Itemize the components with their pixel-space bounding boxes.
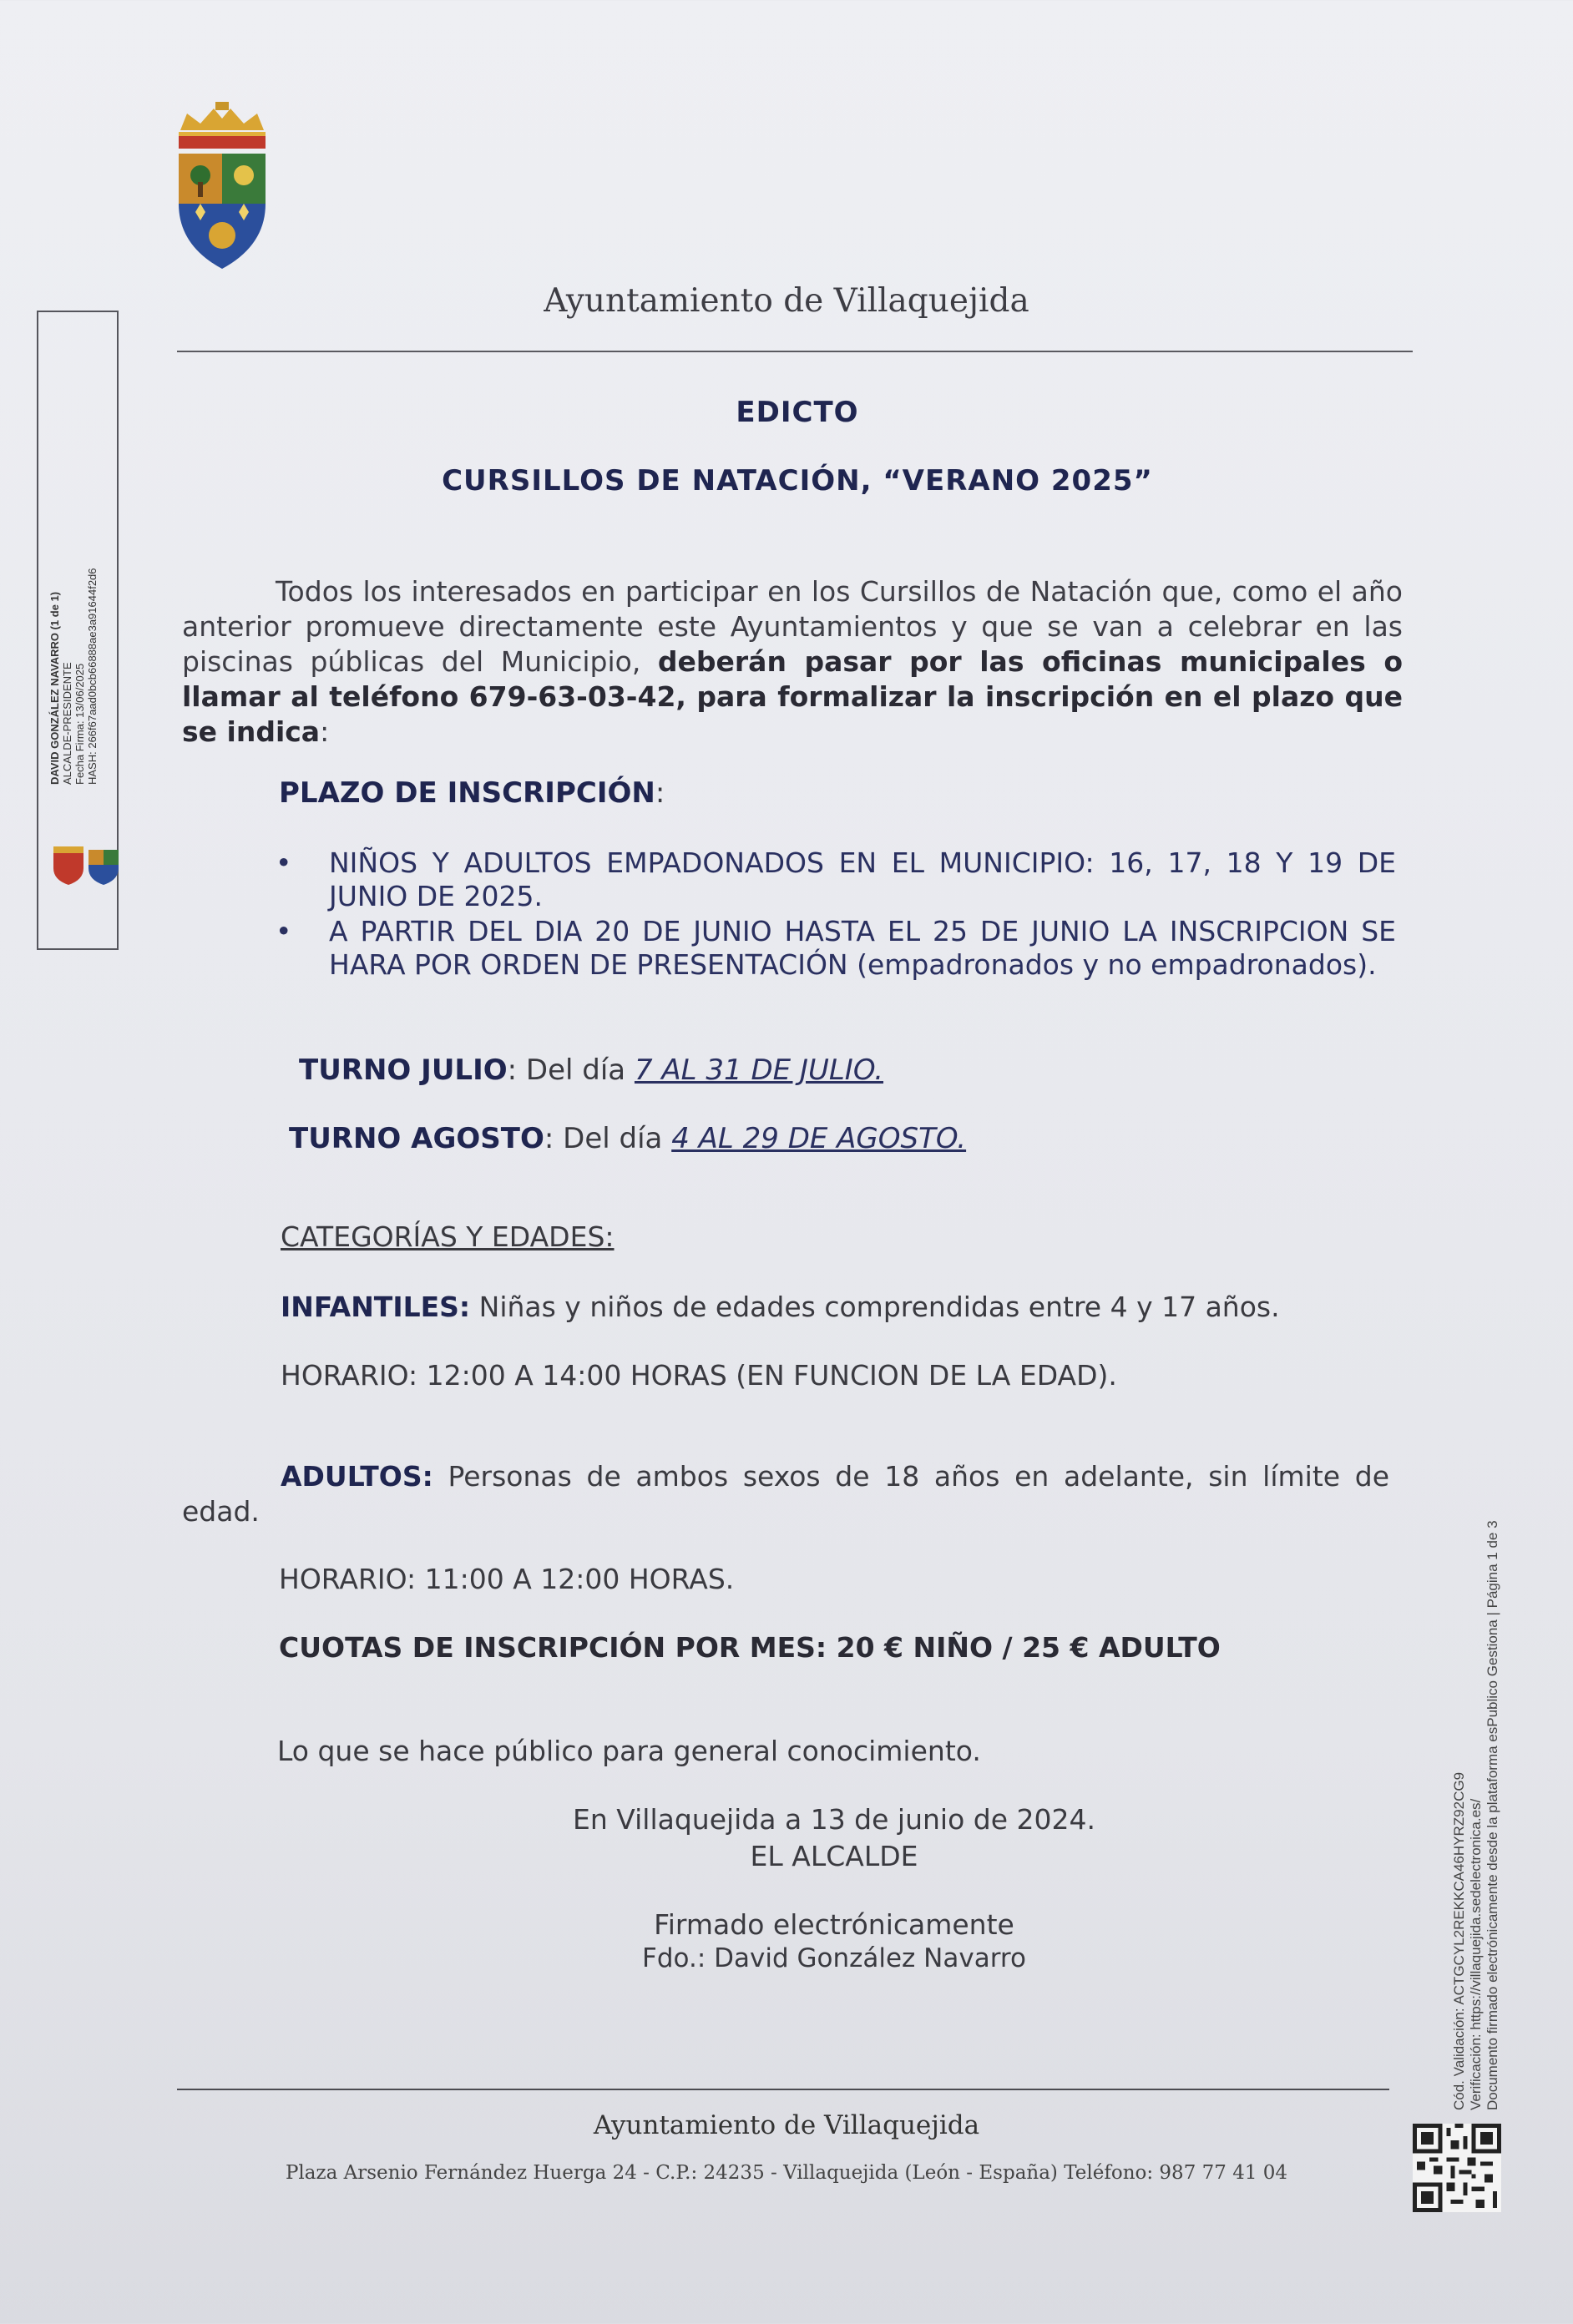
edict-subheading: CURSILLOS DE NATACIÓN, “VERANO 2025” xyxy=(442,464,1153,498)
place-date: En Villaquejida a 13 de junio de 2024. xyxy=(573,1803,1095,1836)
signer-name: Fdo.: David González Navarro xyxy=(642,1943,1026,1973)
signature-text xyxy=(48,501,99,785)
intro-end: : xyxy=(320,715,330,748)
adultos-line xyxy=(182,1459,1389,1529)
footer-address: Plaza Arsenio Fernández Huerga 24 - C.P.: 24235 - Villaquejida (León - España) Teléfono: 987 77 41 04 xyxy=(285,2162,1288,2184)
validation-code: Cód. Validación: ACTGCYL2REKKCA46HYRZ92CG9 xyxy=(1451,1771,1467,2110)
signature-role: ALCALDE-PRESIDENTE xyxy=(61,662,73,785)
footer-divider xyxy=(177,2089,1389,2090)
infantiles-label: INFANTILES: xyxy=(281,1291,471,1323)
plazo-list xyxy=(276,846,1396,983)
signature-signer: DAVID GONZÁLEZ NAVARRO (1 de 1) xyxy=(48,591,61,785)
plazo-heading xyxy=(279,776,665,810)
intro-bold: deberán pasar por las oficinas municipales o llamar al teléfono 679-63-03-42, para formalizar la inscripción en el plazo que se indica xyxy=(182,645,1403,748)
plazo-label: PLAZO DE INSCRIPCIÓN xyxy=(279,776,655,810)
mayor-title: EL ALCALDE xyxy=(750,1840,918,1872)
list-item: • A PARTIR DEL DIA 20 DE JUNIO HASTA EL 25 DE JUNIO LA INSCRIPCION SE HARA POR ORDEN DE PRESENTACIÓN (empadronados y no empadronados). xyxy=(276,915,1396,982)
infantiles-line xyxy=(281,1291,1280,1323)
adultos-label: ADULTOS: xyxy=(281,1460,433,1493)
infantiles-text: Niñas y niños de edades comprendidas entre 4 y 17 años. xyxy=(470,1291,1280,1323)
horario-infantiles: HORARIO: 12:00 A 14:00 HORAS (EN FUNCION DE LA EDAD). xyxy=(281,1359,1117,1392)
turno-agosto xyxy=(289,1122,966,1155)
header-institution: Ayuntamiento de Villaquejida xyxy=(544,282,1029,320)
validation-platform: Documento firmado electrónicamente desde la plataforma esPublico Gestiona | Página 1 de 3 xyxy=(1484,1520,1500,2110)
intro-normal: Todos los interesados en participar en los Cursillos de Natación que, como el año anterior promueve directamente este Ayuntamientos y que se van a celebrar en las piscinas públicas del Municipio, xyxy=(182,575,1403,678)
closing-line: Lo que se hace público para general conocimiento. xyxy=(277,1735,981,1767)
intro-paragraph xyxy=(182,574,1403,750)
turno-agosto-label: TURNO AGOSTO xyxy=(289,1122,544,1155)
list-item: • NIÑOS Y ADULTOS EMPADONADOS EN EL MUNICIPIO: 16, 17, 18 Y 19 DE JUNIO DE 2025. xyxy=(276,846,1396,913)
turno-julio xyxy=(299,1053,883,1087)
edict-heading: EDICTO xyxy=(736,396,859,429)
validation-text xyxy=(1451,1442,1501,2110)
header-divider xyxy=(177,351,1413,352)
coat-of-arms-icon xyxy=(175,102,269,272)
categorias-heading: CATEGORÍAS Y EDADES: xyxy=(281,1220,615,1253)
horario-adultos: HORARIO: 11:00 A 12:00 HORAS. xyxy=(279,1563,735,1595)
small-coat-of-arms-icon xyxy=(50,845,122,885)
turno-julio-label: TURNO JULIO xyxy=(299,1053,508,1087)
cuotas-line: CUOTAS DE INSCRIPCIÓN POR MES: 20 € NIÑO / 25 € ADULTO xyxy=(279,1631,1221,1664)
signature-date: Fecha Firma: 13/06/2025 xyxy=(73,663,86,785)
signature-hash: HASH: 266f67aad0bcb66888ae3a91644f2d6 xyxy=(86,568,99,785)
validation-url[interactable]: Verificación: https://villaquejida.sedelectronica.es/ xyxy=(1468,1798,1484,2110)
turno-agosto-prefix: : Del día xyxy=(544,1122,672,1155)
adultos-text: Personas de ambos sexos de 18 años en adelante, sin límite de edad. xyxy=(182,1460,1389,1528)
turno-agosto-dates: 4 AL 29 DE AGOSTO. xyxy=(671,1122,967,1155)
footer-institution: Ayuntamiento de Villaquejida xyxy=(593,2110,980,2140)
signed-electronically: Firmado electrónicamente xyxy=(654,1908,1014,1941)
turno-julio-dates: 7 AL 31 DE JULIO. xyxy=(634,1053,884,1087)
turno-julio-prefix: : Del día xyxy=(507,1053,635,1087)
plazo-colon: : xyxy=(655,776,665,810)
